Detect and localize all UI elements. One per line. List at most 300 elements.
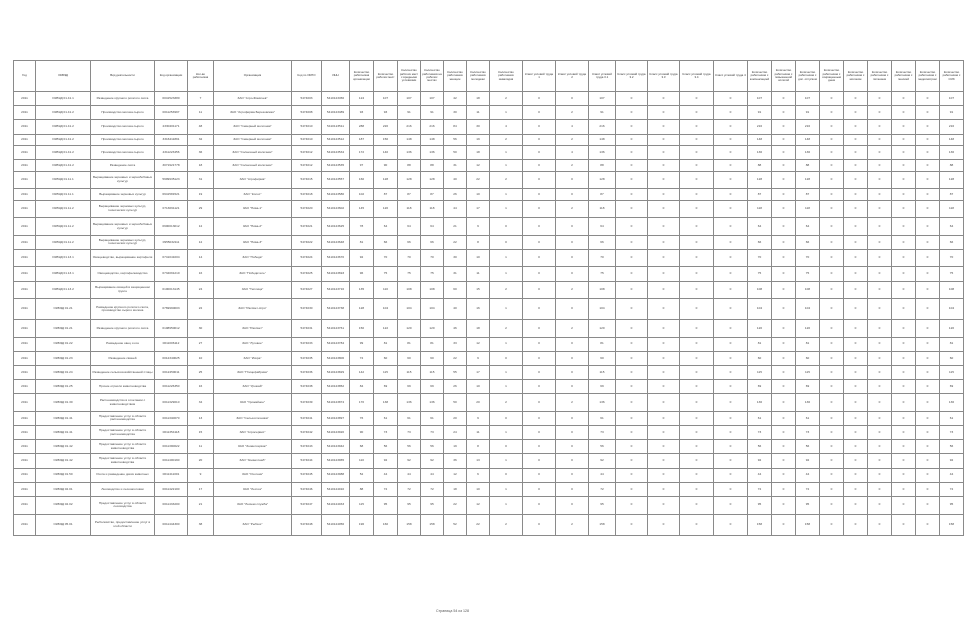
table-cell: 1 — [490, 497, 523, 515]
table-cell: ЗАО "Луговое" — [214, 337, 292, 351]
table-cell: 40 — [444, 171, 467, 189]
table-cell: 72 — [421, 482, 444, 496]
table-cell: ОКВЭД 01.11.2 — [36, 235, 91, 249]
table-cell: 0 — [648, 160, 680, 172]
table-cell: 0012450011 — [155, 366, 188, 380]
table-cell: 2011 — [14, 426, 36, 440]
table-cell: 104 — [421, 299, 444, 320]
table-cell: 0 — [772, 394, 796, 412]
table-cell: 0 — [820, 281, 844, 299]
table-cell: 29 — [188, 200, 214, 218]
table-cell: 30 — [444, 106, 467, 120]
table-cell: 0 — [916, 160, 940, 172]
table-cell: 0 — [916, 426, 940, 440]
table-row — [14, 440, 964, 454]
table-cell: 0 — [714, 160, 748, 172]
table-cell: 0 — [844, 281, 868, 299]
table-cell: 0 — [772, 134, 796, 146]
table-row — [14, 134, 964, 146]
table-cell: 5474022 — [292, 235, 322, 249]
table-cell: ОКВЭД 01.41.2 — [36, 120, 91, 134]
table-cell: 1 — [490, 380, 523, 394]
table-cell: 0 — [892, 235, 916, 249]
table-cell: 148 — [796, 134, 820, 146]
table-cell: 0 — [844, 440, 868, 454]
table-cell: 17 — [467, 366, 490, 380]
table-cell: 0 — [680, 267, 714, 281]
table-cell: 108 — [796, 281, 820, 299]
table-cell: 21 — [444, 218, 467, 236]
table-cell: 2011 — [14, 497, 36, 515]
table-cell: 44 — [748, 468, 772, 482]
table-cell: 128 — [796, 171, 820, 189]
table-cell: 0 — [523, 320, 556, 338]
table-cell: 0 — [844, 394, 868, 412]
table-cell: 5474042 — [292, 426, 322, 440]
table-cell: 66 — [398, 235, 421, 249]
table-cell: 0 — [844, 106, 868, 120]
table-cell: 1 — [490, 146, 523, 160]
column-header: Количество работников женщин — [444, 61, 467, 92]
table-row — [14, 351, 964, 365]
table-cell: 56 — [374, 440, 398, 454]
table-cell: ЗАО "Солнечный молочник" — [214, 146, 292, 160]
table-cell: 0 — [772, 497, 796, 515]
table-cell: 0 — [714, 146, 748, 160]
table-cell: 0713091121 — [155, 200, 188, 218]
table-cell: ЗАО "Солнечный молочник" — [214, 160, 292, 172]
table-cell: 95 — [940, 497, 964, 515]
table-cell: 0 — [556, 299, 589, 320]
table-cell: 36 — [188, 146, 214, 160]
table-cell: 64 — [374, 218, 398, 236]
table-cell: 0 — [616, 320, 648, 338]
table-cell: 0 — [616, 351, 648, 365]
table-cell: 2 — [556, 394, 589, 412]
table-cell: 95 — [421, 497, 444, 515]
table-cell: 0011354118 — [155, 426, 188, 440]
table-cell: 0 — [868, 120, 892, 134]
table-cell: 0 — [556, 380, 589, 394]
table-cell: 0 — [820, 482, 844, 496]
table-cell: 90 — [350, 426, 374, 440]
table-cell: 66 — [421, 235, 444, 249]
table-cell: 0 — [892, 514, 916, 535]
table-cell: 92 — [350, 249, 374, 267]
table-row — [14, 337, 964, 351]
table-cell: 69 — [748, 380, 772, 394]
table-cell: 0 — [892, 440, 916, 454]
table-cell: 0 — [556, 482, 589, 496]
table-cell: 2011 — [14, 482, 36, 496]
table-cell: 0 — [523, 440, 556, 454]
table-cell: 0 — [892, 320, 916, 338]
table-cell: 56 — [398, 440, 421, 454]
table-cell: 0 — [556, 235, 589, 249]
table-row — [14, 235, 964, 249]
table-cell: 61 — [374, 411, 398, 425]
table-cell: 0 — [844, 468, 868, 482]
table-cell: 120 — [748, 320, 772, 338]
table-row — [14, 249, 964, 267]
table-cell: 72 — [374, 482, 398, 496]
table-cell: 2 — [556, 134, 589, 146]
table-cell: 120 — [940, 320, 964, 338]
table-cell: 5410123625 — [322, 218, 350, 236]
table-cell: 93 — [350, 106, 374, 120]
table-cell: ОКВЭД 01.11.1 — [36, 171, 91, 189]
table-cell: 22 — [188, 299, 214, 320]
table-cell: 0 — [714, 380, 748, 394]
table-cell: 2011 — [14, 366, 36, 380]
table-cell: 4 — [490, 120, 523, 134]
table-cell: 0 — [892, 200, 916, 218]
table-cell: 0 — [916, 514, 940, 535]
table-cell: 0 — [648, 468, 680, 482]
table-cell: 0 — [680, 482, 714, 496]
table-cell: 0 — [680, 299, 714, 320]
table-cell: Овощеводство, картофелеводство — [91, 267, 155, 281]
table-cell: 0 — [892, 189, 916, 201]
table-cell: ЗАО "Северный молочник" — [214, 120, 292, 134]
table-cell: 128 — [940, 171, 964, 189]
table-cell: 2 — [490, 514, 523, 535]
table-row — [14, 200, 964, 218]
table-cell: ОКВЭД 01.13.1 — [36, 267, 91, 281]
table-cell: 0 — [772, 468, 796, 482]
table-cell: 0 — [820, 235, 844, 249]
table-cell: 19 — [444, 440, 467, 454]
table-cell: 0 — [714, 235, 748, 249]
table-cell: 118 — [940, 200, 964, 218]
table-cell: 0 — [616, 134, 648, 146]
table-cell: 0 — [916, 454, 940, 468]
table-cell: 84 — [350, 380, 374, 394]
table-cell: 0 — [868, 134, 892, 146]
table-cell: ЗАО "Рыбхоз" — [214, 514, 292, 535]
table-cell: Выращивание овощей в защищенном грунте — [91, 281, 155, 299]
table-cell: 136 — [748, 394, 772, 412]
table-cell: 0 — [868, 249, 892, 267]
table-cell: 81 — [374, 337, 398, 351]
column-header: ОКВЭД — [36, 61, 91, 92]
table-cell: 0 — [616, 482, 648, 496]
table-cell: 0 — [523, 497, 556, 515]
table-cell: 0 — [616, 426, 648, 440]
table-cell: 52 — [444, 514, 467, 535]
table-cell: Разведение крупного рогатого скота — [91, 320, 155, 338]
table-cell: 36 — [444, 454, 467, 468]
table-cell: 102 — [350, 189, 374, 201]
table-cell: 48 — [188, 120, 214, 134]
table-cell: 0 — [680, 454, 714, 468]
table-cell: 0 — [556, 171, 589, 189]
table-cell: 0 — [648, 189, 680, 201]
column-header: Вид деятельности — [91, 61, 155, 92]
table-cell: 72 — [350, 351, 374, 365]
table-cell: 0011400190 — [155, 454, 188, 468]
table-cell: Предоставление услуг в области животноводства — [91, 454, 155, 468]
column-header: Класс условий труда 3.1 — [589, 61, 616, 92]
table-cell: 288 — [350, 120, 374, 134]
table-cell: 5474045 — [292, 468, 322, 482]
table-cell: 0 — [844, 299, 868, 320]
table-cell: 2011 — [14, 171, 36, 189]
table-cell: 81 — [940, 337, 964, 351]
table-cell: 135 — [350, 281, 374, 299]
table-cell: ЗАО "Лесная служба" — [214, 497, 292, 515]
table-cell: 220 — [374, 120, 398, 134]
table-cell: 0 — [844, 482, 868, 496]
table-cell: 2011 — [14, 337, 36, 351]
table-cell: 0 — [820, 92, 844, 106]
table-cell: 2011 — [14, 281, 36, 299]
table-cell: 0 — [868, 454, 892, 468]
table-cell: 5474008 — [292, 106, 322, 120]
table-cell: 70 — [940, 249, 964, 267]
table-cell: 56 — [421, 440, 444, 454]
table-cell: 136 — [589, 146, 616, 160]
table-cell: 2330401171 — [155, 120, 188, 134]
table-cell: 0 — [714, 411, 748, 425]
table-cell: 91 — [398, 106, 421, 120]
table-cell: 128 — [421, 171, 444, 189]
table-cell: 0011340070 — [155, 411, 188, 425]
table-cell: Предоставление услуг в области лесоводства — [91, 497, 155, 515]
table-cell: 0 — [680, 281, 714, 299]
table-cell: 0 — [523, 411, 556, 425]
table-cell: 75 — [398, 267, 421, 281]
table-cell: ОКВЭД 01.23 — [36, 351, 91, 365]
table-cell: 95 — [374, 497, 398, 515]
table-cell: 0 — [772, 235, 796, 249]
table-cell: 115 — [421, 366, 444, 380]
table-cell: 92 — [398, 454, 421, 468]
table-cell: 2011 — [14, 380, 36, 394]
table-cell: 26 — [444, 189, 467, 201]
table-cell: 2011 — [14, 120, 36, 134]
table-cell: 0 — [892, 497, 916, 515]
table-cell: 19 — [467, 134, 490, 146]
table-cell: ОКВЭД 01.25 — [36, 380, 91, 394]
table-cell: 60 — [796, 351, 820, 365]
table-cell: 73 — [421, 426, 444, 440]
table-cell: 56 — [796, 440, 820, 454]
table-cell: 0 — [916, 394, 940, 412]
table-cell: 0 — [868, 514, 892, 535]
table-cell: 87 — [589, 189, 616, 201]
table-cell: 0 — [680, 218, 714, 236]
table-cell: 61 — [421, 411, 444, 425]
table-cell: 0011422100 — [155, 482, 188, 496]
table-cell: 0 — [556, 454, 589, 468]
column-header: Класс условий труда 3.2 — [616, 61, 648, 92]
table-cell: 0 — [556, 426, 589, 440]
table-cell: 66 — [589, 235, 616, 249]
table-cell: 145 — [350, 200, 374, 218]
table-cell: 22 — [467, 514, 490, 535]
table-cell: 0 — [772, 189, 796, 201]
table-cell: 0 — [844, 267, 868, 281]
table-cell: 72 — [589, 482, 616, 496]
table-cell: 66 — [796, 235, 820, 249]
table-row — [14, 482, 964, 496]
table-cell: 12 — [467, 497, 490, 515]
table-cell: 0 — [844, 171, 868, 189]
table-cell: 0 — [616, 146, 648, 160]
table-cell: 0 — [616, 337, 648, 351]
table-cell: 0 — [714, 189, 748, 201]
table-cell: 61 — [796, 411, 820, 425]
table-cell: 0 — [892, 134, 916, 146]
table-cell: 52 — [350, 468, 374, 482]
table-cell: 87 — [421, 189, 444, 201]
table-cell: 0100013145 — [155, 281, 188, 299]
table-cell: 2011 — [14, 351, 36, 365]
table-row — [14, 394, 964, 412]
table-cell: 90 — [374, 160, 398, 172]
table-cell: 0 — [648, 146, 680, 160]
table-cell: 95 — [796, 497, 820, 515]
table-cell: 0 — [680, 106, 714, 120]
table-cell: 0 — [844, 454, 868, 468]
table-cell: 0 — [714, 92, 748, 106]
table-cell: ЗАО "Нива-1" — [214, 200, 292, 218]
table-cell: ЗАО "Искра" — [214, 351, 292, 365]
table-cell: 122 — [374, 320, 398, 338]
table-cell: 0 — [916, 380, 940, 394]
table-cell: 1 — [490, 454, 523, 468]
table-cell: 0 — [616, 281, 648, 299]
table-cell: 0 — [648, 351, 680, 365]
table-row — [14, 299, 964, 320]
table-cell: 5474024 — [292, 249, 322, 267]
table-cell: ЗАО "Агро-Фомичев" — [214, 92, 292, 106]
table-cell: 5410123738 — [322, 299, 350, 320]
table-cell: 0 — [916, 235, 940, 249]
table-cell: 18 — [444, 482, 467, 496]
table-cell: 142 — [350, 366, 374, 380]
table-cell: 73 — [940, 426, 964, 440]
table-cell: 108 — [398, 281, 421, 299]
table-cell: 24 — [188, 281, 214, 299]
table-row — [14, 281, 964, 299]
table-cell: 2011 — [14, 235, 36, 249]
table-cell: 0 — [772, 440, 796, 454]
table-cell: 70 — [796, 249, 820, 267]
table-cell: 61 — [940, 411, 964, 425]
table-cell: 38 — [188, 514, 214, 535]
table-cell: 158 — [398, 514, 421, 535]
table-cell: 0 — [772, 218, 796, 236]
table-cell: 5474012 — [292, 146, 322, 160]
table-cell: 56 — [940, 440, 964, 454]
table-cell: 2011 — [14, 411, 36, 425]
table-cell: 0 — [714, 394, 748, 412]
column-header: Кол-во работников — [188, 61, 214, 92]
table-cell: ЗАО "Лесхоз" — [214, 482, 292, 496]
table-cell: 87 — [398, 189, 421, 201]
table-cell: 0 — [714, 514, 748, 535]
table-cell: 0 — [490, 235, 523, 249]
table-cell: 104 — [398, 299, 421, 320]
table-cell: Разведение овец и коз — [91, 337, 155, 351]
table-cell: 0 — [892, 281, 916, 299]
table-cell: 148 — [421, 134, 444, 146]
table-cell: 0 — [916, 482, 940, 496]
table-cell: 0 — [820, 299, 844, 320]
table-cell: 2 — [556, 320, 589, 338]
header-row — [14, 61, 964, 92]
table-cell: 0 — [868, 92, 892, 106]
table-cell: 0 — [523, 267, 556, 281]
table-cell: 0 — [680, 92, 714, 106]
table-cell: 0 — [868, 320, 892, 338]
table-cell: ЗАО "Агрофирма Березовская" — [214, 106, 292, 120]
table-cell: 118 — [589, 200, 616, 218]
table-cell: 0 — [772, 514, 796, 535]
table-cell: 70 — [421, 249, 444, 267]
table-cell: 0 — [680, 235, 714, 249]
table-cell: 0 — [820, 171, 844, 189]
table-cell: 196 — [350, 514, 374, 535]
table-cell: 1 — [490, 160, 523, 172]
table-cell: ОКВЭД 01.11.2 — [36, 200, 91, 218]
table-cell: Прочие отрасли животноводства — [91, 380, 155, 394]
table-cell: Производство молока сырого — [91, 120, 155, 134]
table-cell: 44 — [589, 468, 616, 482]
table-cell: 81 — [796, 337, 820, 351]
table-cell: 0 — [772, 267, 796, 281]
table-cell: 148 — [940, 134, 964, 146]
table-cell: 0 — [868, 146, 892, 160]
table-cell: 0 — [772, 160, 796, 172]
table-cell: 5410123761 — [322, 320, 350, 338]
table-cell: 0 — [714, 468, 748, 482]
table-cell: 0 — [868, 468, 892, 482]
table-cell: 0 — [523, 394, 556, 412]
table-cell: 0 — [680, 134, 714, 146]
table-cell: 69 — [940, 380, 964, 394]
table-cell: ОКВЭД 01.24 — [36, 366, 91, 380]
table-cell: 0 — [820, 426, 844, 440]
table-cell: 158 — [796, 514, 820, 535]
table-cell: 40 — [444, 299, 467, 320]
table-cell: 0 — [844, 200, 868, 218]
table-cell: 0 — [680, 514, 714, 535]
table-cell: 31 — [188, 171, 214, 189]
table-cell: 0 — [892, 92, 916, 106]
table-cell: Лесоводство и лесозаготовки — [91, 482, 155, 496]
table-cell: 0 — [844, 120, 868, 134]
table-cell: 0 — [556, 366, 589, 380]
table-cell: 148 — [589, 134, 616, 146]
table-cell: 6 — [467, 468, 490, 482]
table-cell: 0 — [648, 482, 680, 496]
table-cell: 0 — [916, 200, 940, 218]
table-cell: 160 — [350, 171, 374, 189]
table-cell: 108 — [589, 281, 616, 299]
table-cell: 20 — [444, 411, 467, 425]
table-cell: 88 — [589, 160, 616, 172]
table-cell: 115 — [350, 497, 374, 515]
table-cell: 2011 — [14, 189, 36, 201]
table-cell: 0041523380 — [155, 92, 188, 106]
table-cell: 5410123534 — [322, 146, 350, 160]
table-cell: 0 — [648, 366, 680, 380]
table-cell: 158 — [421, 514, 444, 535]
column-header: Количество работников с компенсацией — [748, 61, 772, 92]
